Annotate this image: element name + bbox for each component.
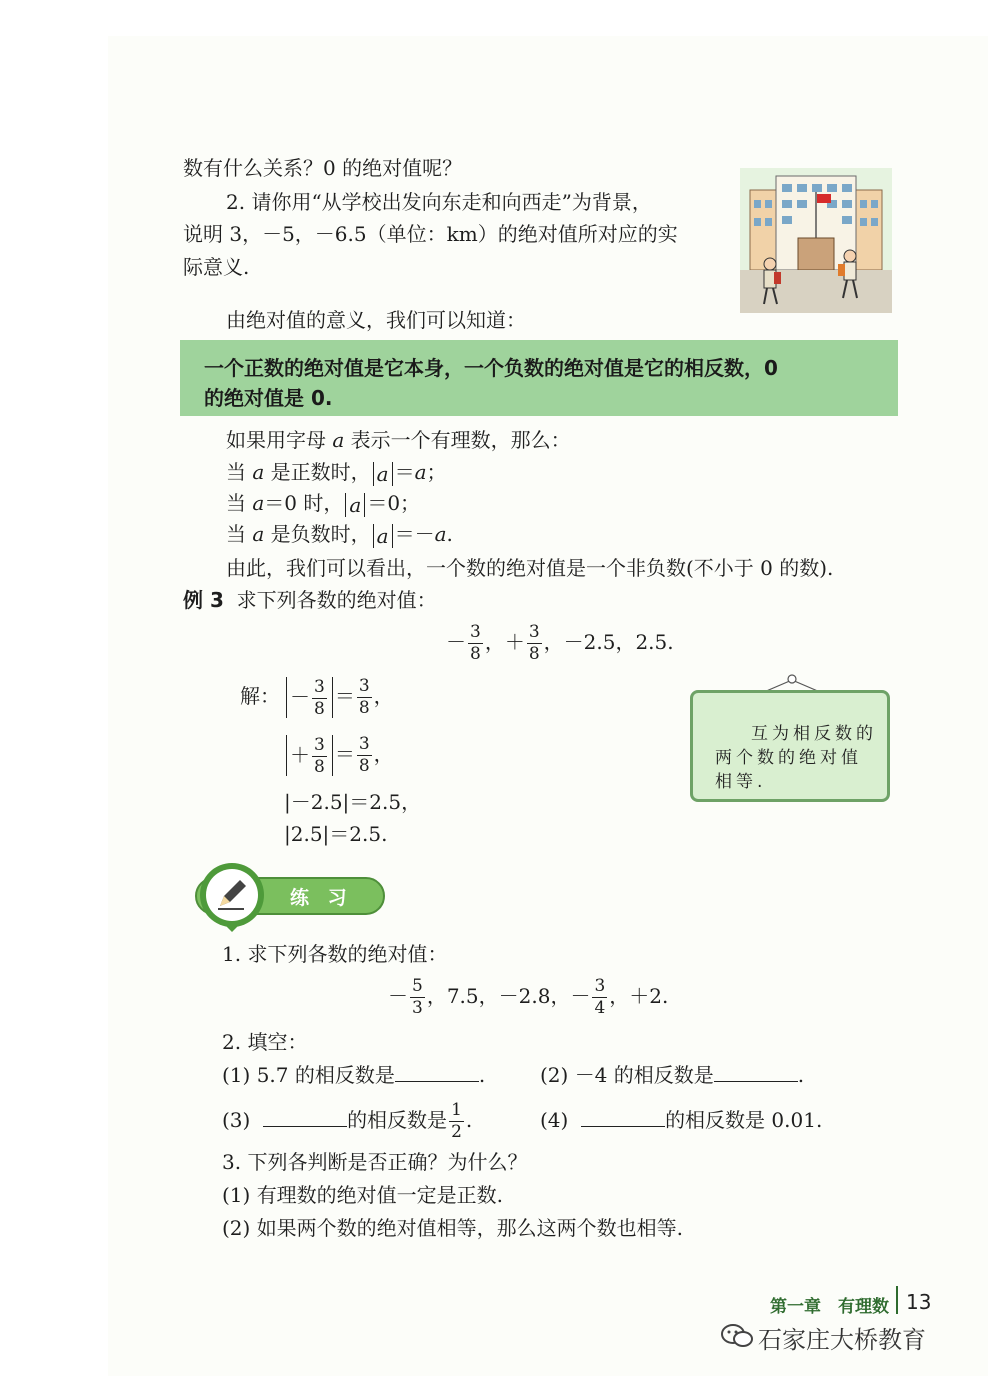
intro-tail: 数有什么关系？0 的绝对值呢？ xyxy=(183,156,463,180)
side-note xyxy=(690,690,890,802)
solution-line-1: － $\frac{3}{8}$ ＝ $\frac{3}{8}$ ， xyxy=(284,676,394,718)
wechat-icon xyxy=(720,1322,754,1350)
answer-blank[interactable] xyxy=(395,1063,479,1082)
practice-q2: 2. 填空： xyxy=(222,1030,308,1054)
example-3-heading: 例 3 求下列各数的绝对值： xyxy=(183,588,437,612)
solution-label: 解： xyxy=(240,684,280,708)
note-line-2: 两个数的绝对值 xyxy=(715,748,862,768)
practice-q2-1: (1) 5.7 的相反数是 . xyxy=(222,1063,486,1087)
answer-blank[interactable] xyxy=(581,1108,665,1127)
practice-banner xyxy=(176,862,388,932)
school-illustration xyxy=(740,168,892,313)
answer-blank[interactable] xyxy=(263,1108,347,1127)
solution-line-2: ＋ $\frac{3}{8}$ ＝ $\frac{3}{8}$ ， xyxy=(284,734,394,776)
rule-line-1: 一个正数的绝对值是它本身，一个负数的绝对值是它的相反数，0 xyxy=(204,356,778,380)
practice-q2-2: (2) －4 的相反数是 . xyxy=(540,1063,805,1087)
cases-intro: 如果用字母 a 表示一个有理数，那么： xyxy=(226,428,571,452)
conclusion-text: 由此，我们可以看出，一个数的绝对值是一个非负数(不小于 0 的数). xyxy=(226,556,834,580)
page-number: 13 xyxy=(906,1290,932,1314)
note-line-1: 互为相反数的 xyxy=(751,724,877,744)
watermark-text: 石家庄大桥教育 xyxy=(758,1326,926,1354)
question-2-line-2: 说明 3，－5，－6.5（单位：km）的绝对值所对应的实 xyxy=(183,222,678,246)
pencil-icon xyxy=(214,876,250,912)
example-label: 例 3 xyxy=(183,588,224,612)
practice-q3-1: (1) 有理数的绝对值一定是正数. xyxy=(222,1183,504,1207)
example-number-list: － $\frac{3}{8}$ ，＋ $\frac{3}{8}$ ，－2.5，2.5. xyxy=(446,622,674,664)
answer-blank[interactable] xyxy=(714,1063,798,1082)
practice-banner-label: 练 习 xyxy=(290,887,353,909)
note-line-3: 相等. xyxy=(715,772,767,792)
footer-separator xyxy=(896,1286,898,1314)
case-zero: 当 a＝0 时， a ＝0； xyxy=(226,491,421,517)
rule-line-2: 的绝对值是 0. xyxy=(204,386,333,410)
practice-q2-3: (3) 的相反数是 $\frac{1}{2}$ . xyxy=(222,1100,473,1142)
practice-q2-4: (4) 的相反数是 0.01. xyxy=(540,1108,823,1132)
practice-q3: 3. 下列各判断是否正确？为什么？ xyxy=(222,1150,528,1174)
rule-highlight-box xyxy=(180,340,898,416)
case-negative: 当 a 是负数时， a ＝－a. xyxy=(226,522,453,548)
question-2-line-3: 际意义. xyxy=(183,255,250,279)
practice-q1-numbers: － $\frac{5}{3}$ ，7.5，－2.8，－ $\frac{3}{4}$ ，＋2. xyxy=(388,976,669,1018)
solution-line-3: |－2.5|＝2.5， xyxy=(284,790,422,814)
case-positive: 当 a 是正数时， a ＝a； xyxy=(226,460,447,486)
footer-chapter: 第一章 有理数 xyxy=(770,1297,889,1317)
practice-q3-2: (2) 如果两个数的绝对值相等，那么这两个数也相等. xyxy=(222,1216,684,1240)
solution-line-4: |2.5|＝2.5. xyxy=(284,822,388,846)
question-2-line-1: 2. 请你用“从学校出发向东走和向西走”为背景， xyxy=(226,190,652,214)
lead-text: 由绝对值的意义，我们可以知道： xyxy=(226,308,526,332)
practice-q1: 1. 求下列各数的绝对值： xyxy=(222,942,448,966)
